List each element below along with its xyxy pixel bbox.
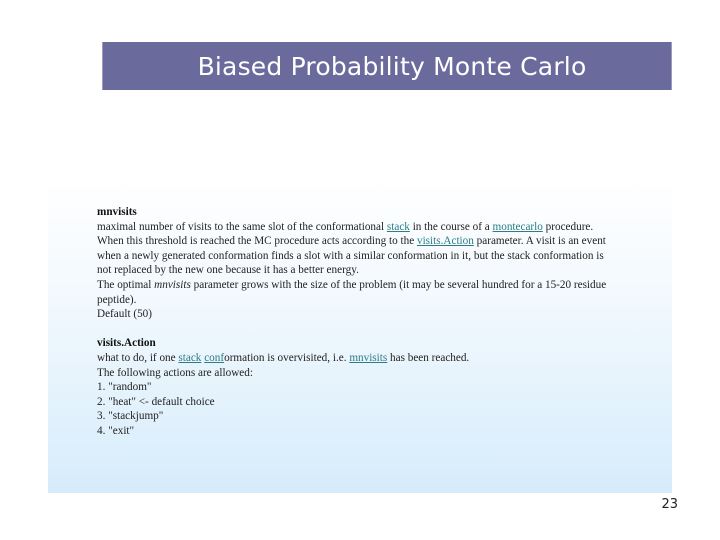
text-run: The optimal xyxy=(97,278,155,291)
mnvisits-italic-term: mnvisits xyxy=(154,278,191,291)
mnvisits-heading: mnvisits xyxy=(97,206,137,218)
mnvisits-line-4: not replaced by the new one because it has a better energy. xyxy=(97,264,359,277)
text-run: maximal number of visits to the same slot of the conformational xyxy=(97,220,387,233)
text-run: ormation is overvisited, i.e. xyxy=(224,351,350,364)
stack-link[interactable]: stack xyxy=(386,220,410,233)
visits-action-line-2: The following actions are allowed: xyxy=(97,366,253,379)
mnvisits-line-2 xyxy=(97,234,667,249)
action-option: 4. "exit" xyxy=(97,424,135,437)
visits-action-link[interactable]: visits.Action xyxy=(416,235,474,248)
text-run: procedure. xyxy=(542,220,594,233)
conf-link[interactable]: conf xyxy=(204,351,225,364)
text-run: When this threshold is reached the MC procedure acts according to the xyxy=(97,235,417,248)
text-run: in the course of a xyxy=(409,220,493,233)
mnvisits-line-6: peptide). xyxy=(97,293,137,306)
stack-link[interactable]: stack xyxy=(178,351,202,364)
slide-title: Biased Probability Monte Carlo xyxy=(197,51,587,81)
slide-body xyxy=(97,205,667,439)
mnvisits-line-3: when a newly generated conformation finds a slot with a similar conformation in it, but the stack conformation is xyxy=(97,249,604,262)
slide-title-bar xyxy=(102,42,672,90)
visits-action-heading: visits.Action xyxy=(97,337,156,350)
action-option: 2. "heat" <- default choice xyxy=(97,395,215,408)
action-option: 1. "random" xyxy=(97,381,152,394)
visits-action-line-1 xyxy=(97,351,667,366)
text-run: parameter. A visit is an event xyxy=(473,235,606,248)
mnvisits-line-5 xyxy=(97,278,667,293)
text-run: what to do, if one xyxy=(97,351,179,364)
page-number: 23 xyxy=(661,497,678,512)
mnvisits-default: Default (50) xyxy=(97,308,152,321)
paragraph-spacer xyxy=(97,322,667,337)
text-run: has been reached. xyxy=(387,351,470,364)
text-run: parameter grows with the size of the problem (it may be several hundred for a 15-20 residue xyxy=(190,278,607,291)
mnvisits-link[interactable]: mnvisits xyxy=(349,351,388,364)
montecarlo-link[interactable]: montecarlo xyxy=(492,220,543,233)
action-option: 3. "stackjump" xyxy=(97,410,164,423)
mnvisits-line-1 xyxy=(97,220,667,235)
